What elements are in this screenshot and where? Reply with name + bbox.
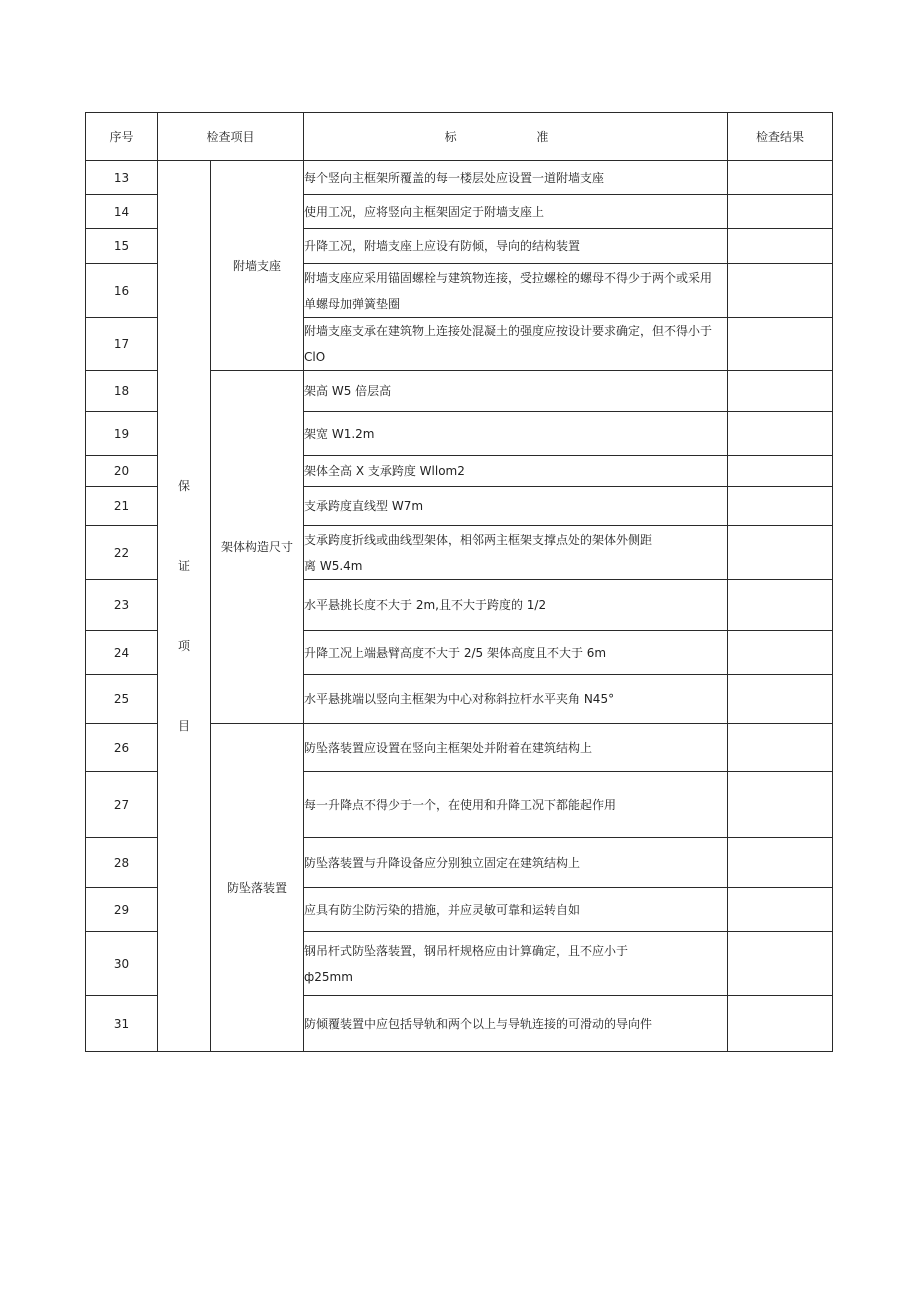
row-number: 13	[86, 161, 158, 195]
row-number: 25	[86, 675, 158, 724]
group-frame-dimensions: 架体构造尺寸	[211, 371, 304, 724]
result-cell[interactable]	[728, 888, 833, 932]
result-cell[interactable]	[728, 195, 833, 229]
inspection-table	[85, 112, 833, 1052]
standard-text: 每个竖向主框架所覆盖的每一楼层处应设置一道附墙支座	[304, 161, 728, 195]
group-wall-support: 附墙支座	[211, 161, 304, 371]
standard-text: 附墙支座支承在建筑物上连接处混凝土的强度应按设计要求确定，但不得小于 ClO	[304, 318, 728, 371]
row-number: 30	[86, 932, 158, 996]
standard-text: 水平悬挑长度不大于 2m,且不大于跨度的 1/2	[304, 580, 728, 631]
standard-text: 架体全高 X 支承跨度 Wllom2	[304, 456, 728, 487]
result-cell[interactable]	[728, 371, 833, 412]
row-number: 31	[86, 996, 158, 1052]
standard-text: 应具有防尘防污染的措施，并应灵敏可靠和运转自如	[304, 888, 728, 932]
section-char: 项	[177, 639, 190, 653]
result-cell[interactable]	[728, 724, 833, 772]
result-cell[interactable]	[728, 580, 833, 631]
standard-text: 每一升降点不得少于一个，在使用和升降工况下都能起作用	[304, 772, 728, 838]
section-char: 证	[177, 559, 190, 573]
result-cell[interactable]	[728, 456, 833, 487]
row-number: 17	[86, 318, 158, 371]
section-guarantee-items	[158, 161, 211, 1052]
result-cell[interactable]	[728, 631, 833, 675]
result-cell[interactable]	[728, 487, 833, 526]
standard-text: 防坠落装置应设置在竖向主框架处并附着在建筑结构上	[304, 724, 728, 772]
row-number: 15	[86, 229, 158, 264]
result-cell[interactable]	[728, 675, 833, 724]
standard-text: 水平悬挑端以竖向主框架为中心对称斜拉杆水平夹角 N45°	[304, 675, 728, 724]
row-number: 21	[86, 487, 158, 526]
row-number: 29	[86, 888, 158, 932]
row-number: 26	[86, 724, 158, 772]
header-standard: 标 准	[304, 113, 728, 161]
standard-text: 架宽 W1.2m	[304, 412, 728, 456]
row-number: 27	[86, 772, 158, 838]
result-cell[interactable]	[728, 838, 833, 888]
result-cell[interactable]	[728, 772, 833, 838]
result-cell[interactable]	[728, 161, 833, 195]
standard-text: 升降工况上端悬臂高度不大于 2/5 架体高度且不大于 6m	[304, 631, 728, 675]
row-number: 20	[86, 456, 158, 487]
group-fall-prevention: 防坠落装置	[211, 724, 304, 1052]
section-char: 目	[177, 719, 190, 733]
standard-text: 附墙支座应采用锚固螺栓与建筑物连接，受拉螺栓的螺母不得少于两个或采用 单螺母加弹簧垫圈	[304, 264, 728, 318]
standard-text: 支承跨度直线型 W7m	[304, 487, 728, 526]
result-cell[interactable]	[728, 264, 833, 318]
standard-text: 防坠落装置与升降设备应分别独立固定在建筑结构上	[304, 838, 728, 888]
header-result: 检查结果	[728, 113, 833, 161]
standard-text: 钢吊杆式防坠落装置，钢吊杆规格应由计算确定，且不应小于 ф25mm	[304, 932, 728, 996]
row-number: 24	[86, 631, 158, 675]
result-cell[interactable]	[728, 318, 833, 371]
row-number: 28	[86, 838, 158, 888]
result-cell[interactable]	[728, 412, 833, 456]
section-char: 保	[177, 479, 190, 493]
standard-text: 防倾覆装置中应包括导轨和两个以上与导轨连接的可滑动的导向件	[304, 996, 728, 1052]
header-seq: 序号	[86, 113, 158, 161]
header-row	[86, 113, 833, 161]
result-cell[interactable]	[728, 996, 833, 1052]
row-number: 22	[86, 526, 158, 580]
standard-text: 升降工况，附墙支座上应设有防倾，导向的结构装置	[304, 229, 728, 264]
row-number: 14	[86, 195, 158, 229]
table-row	[86, 161, 833, 195]
result-cell[interactable]	[728, 932, 833, 996]
result-cell[interactable]	[728, 526, 833, 580]
row-number: 19	[86, 412, 158, 456]
standard-text: 架高 W5 倍层高	[304, 371, 728, 412]
row-number: 23	[86, 580, 158, 631]
result-cell[interactable]	[728, 229, 833, 264]
standard-text: 使用工况，应将竖向主框架固定于附墙支座上	[304, 195, 728, 229]
header-item: 检查项目	[158, 113, 304, 161]
standard-text: 支承跨度折线或曲线型架体，相邻两主框架支撑点处的架体外侧距 离 W5.4m	[304, 526, 728, 580]
row-number: 16	[86, 264, 158, 318]
row-number: 18	[86, 371, 158, 412]
